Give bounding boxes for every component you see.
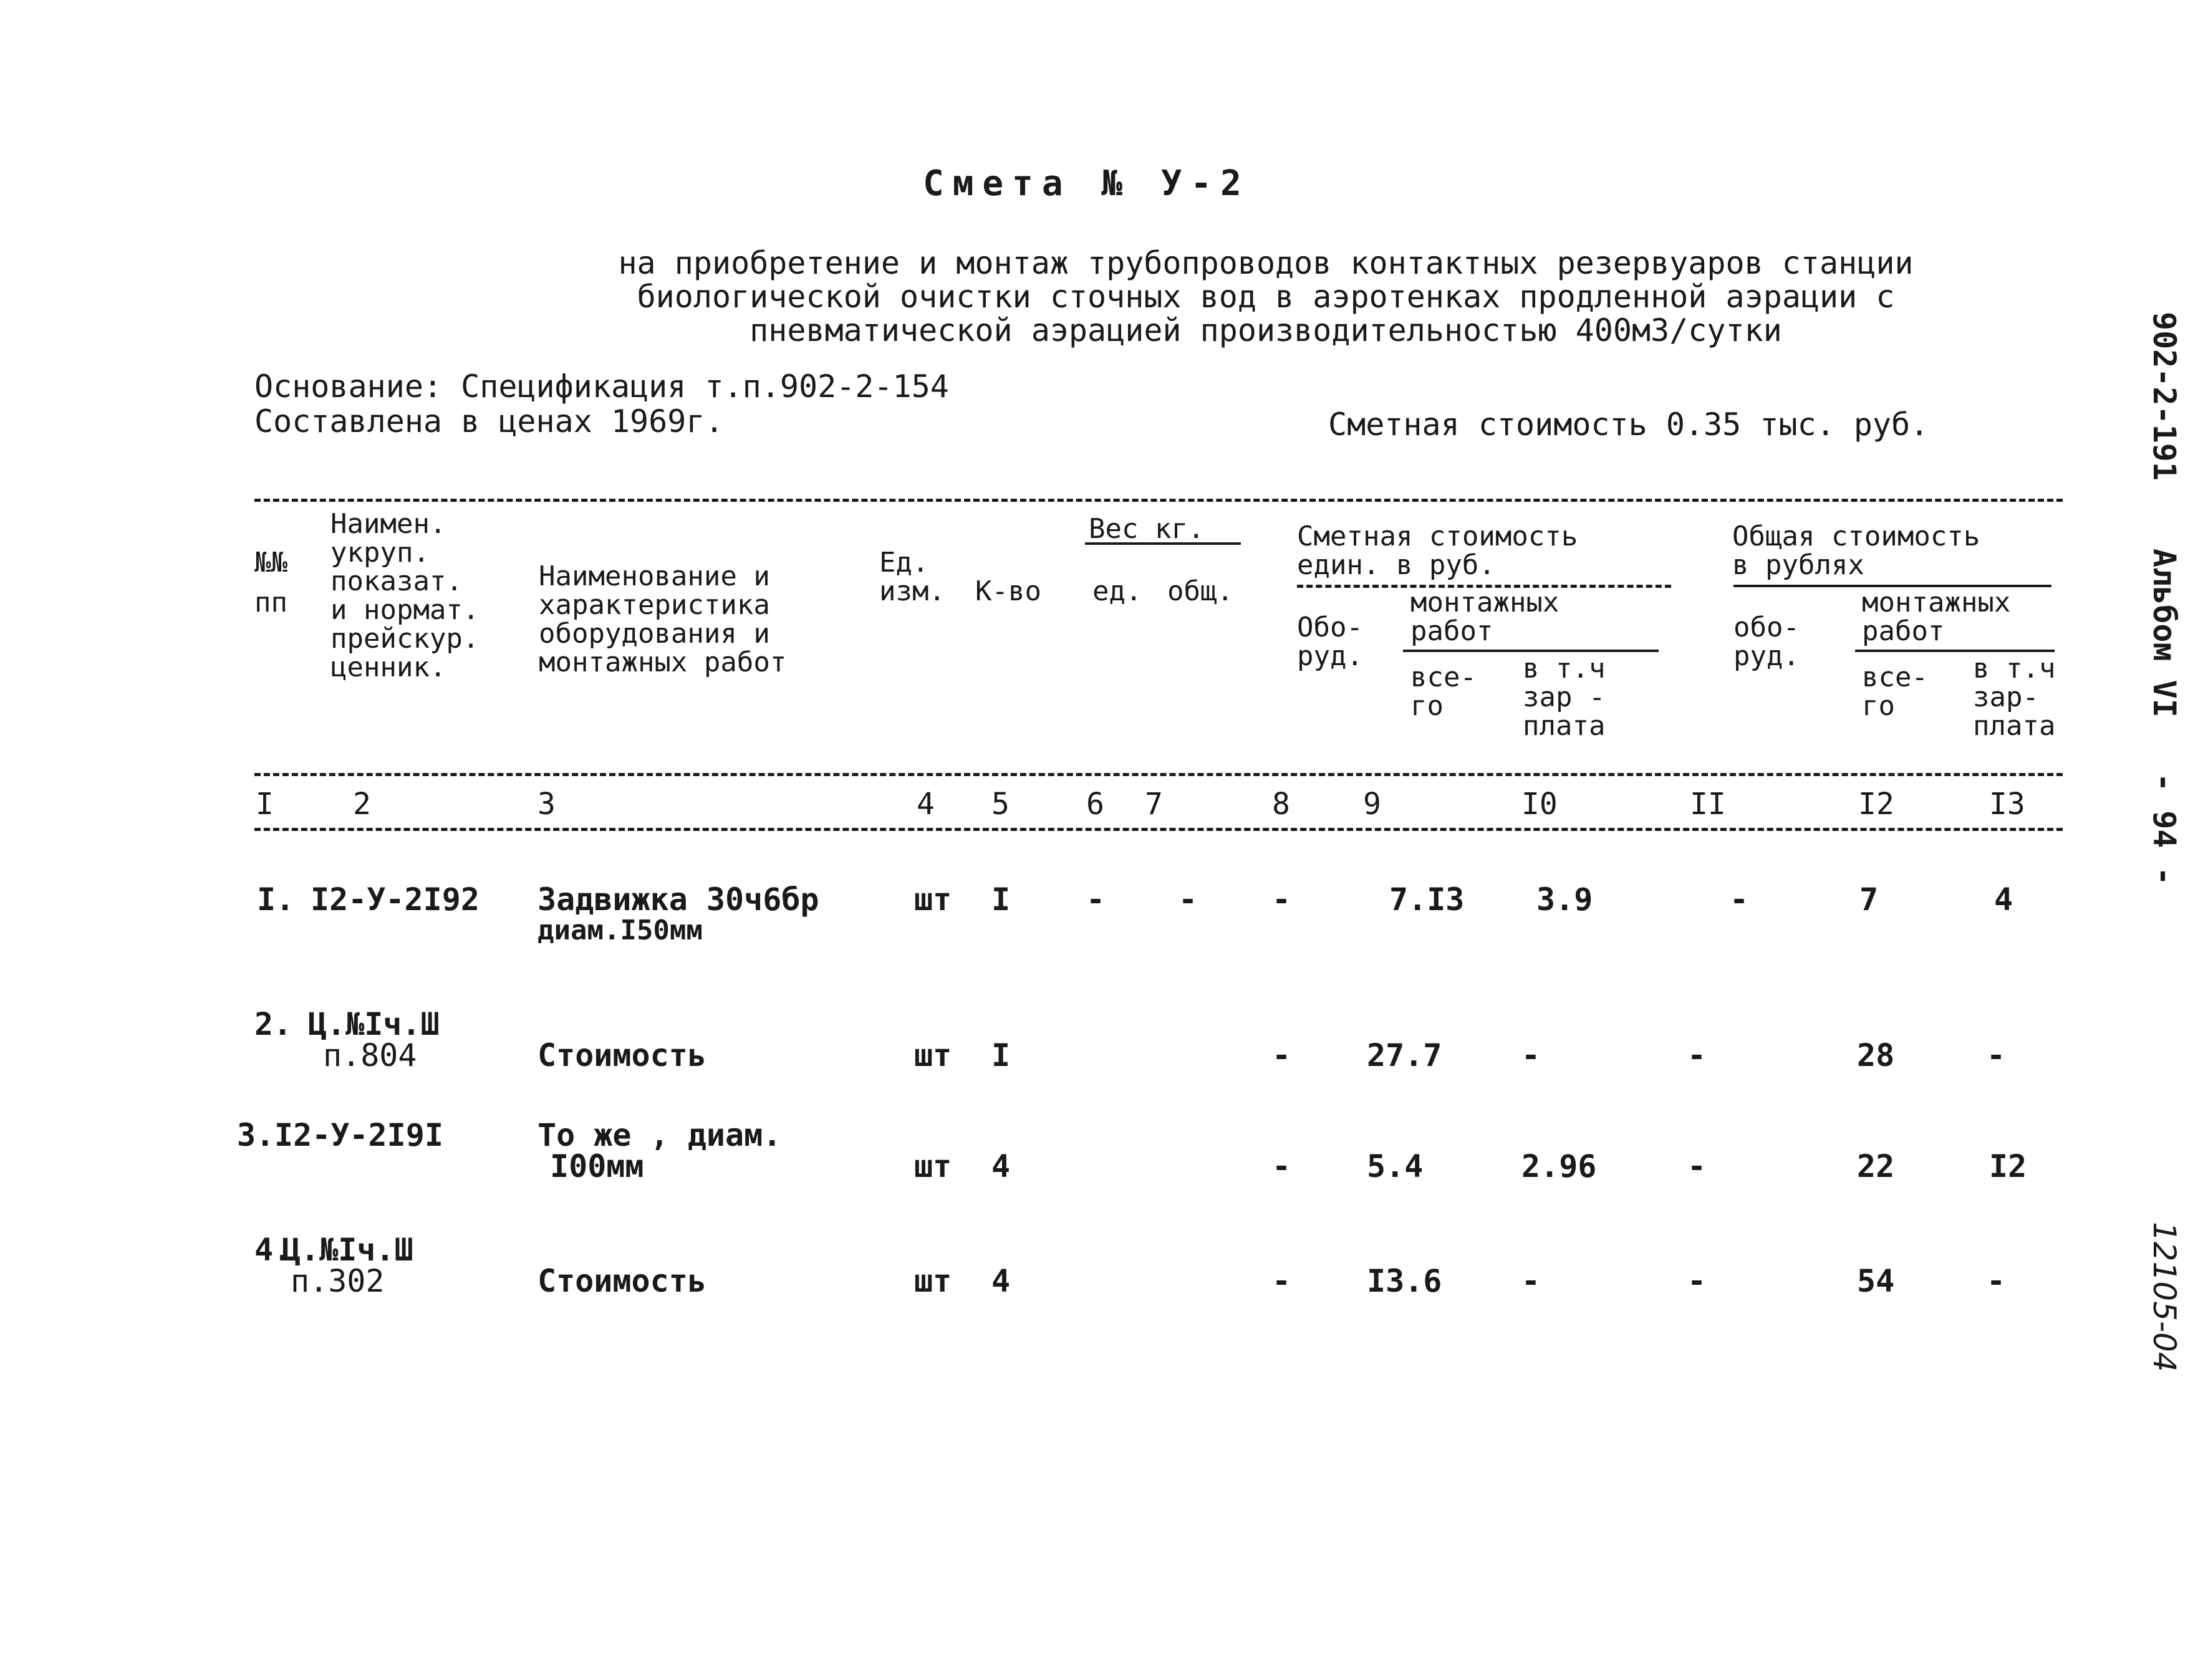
header-col-4: Ед. изм. — [879, 547, 945, 607]
row-general-wages: - — [1987, 1037, 2006, 1073]
col-number: II — [1690, 787, 1726, 822]
col-number: 6 — [1086, 787, 1104, 822]
header-mount-total: все- го — [1410, 661, 1477, 722]
row-general-equipment: - — [1687, 1148, 1707, 1184]
col-number: I3 — [1989, 787, 2025, 822]
row-equipment: - — [1272, 1263, 1291, 1299]
row-code: Ц.№Iч.Ш п.804 — [308, 1006, 440, 1073]
header-col-1: №№ пп — [254, 547, 287, 618]
col-number: I2 — [1858, 787, 1894, 822]
row-general-total: 28 — [1857, 1037, 1895, 1073]
row-general-total: 54 — [1857, 1263, 1895, 1299]
row-equipment: - — [1272, 881, 1291, 918]
row-mount-total: 7.I3 — [1389, 881, 1465, 918]
row-mount-wages: 2.96 — [1521, 1148, 1597, 1184]
basis-block — [254, 369, 949, 439]
estimated-cost: Сметная стоимость 0.35 тыс. руб. — [1328, 406, 1929, 443]
row-qty: 4 — [991, 1148, 1011, 1184]
row-number: I. — [257, 881, 295, 918]
header-col-3: Наименование и характеристика оборудования и монтажных работ — [539, 560, 787, 678]
col-number: 9 — [1363, 787, 1381, 822]
side-code: 902-2-191 — [2146, 312, 2182, 481]
header-weight: Вес кг. — [1089, 513, 1205, 545]
row-mount-wages: 3.9 — [1536, 881, 1593, 918]
subtitle-line: на приобретение и монтаж трубопроводов контактных резервуаров станции — [618, 245, 1914, 281]
header-equipment-2: обо- руд. — [1733, 612, 1800, 672]
row-general-total: 22 — [1857, 1148, 1895, 1184]
col-number: 2 — [353, 787, 371, 822]
subtitle-line: пневматической аэрацией производительностью 400м3/сутки — [750, 312, 1782, 348]
header-bottom-rule — [254, 773, 2063, 776]
row-equipment: - — [1272, 1037, 1291, 1073]
row-name: Стоимость — [537, 1037, 706, 1073]
row-code: I2-У-2I92 — [311, 881, 480, 918]
row-weight-total: - — [1179, 881, 1198, 918]
row-number: 4. — [254, 1232, 292, 1268]
row-code: I2-У-2I9I — [274, 1117, 443, 1153]
header-mounting: монтажных работ — [1410, 587, 1559, 647]
row-unit: шт — [914, 1037, 952, 1073]
row-name: Задвижка 30ч6бр диам.I50мм — [537, 881, 819, 946]
row-name: То же , диам. I00мм — [537, 1117, 782, 1184]
row-mount-total: I3.6 — [1367, 1263, 1442, 1299]
row-number: 3. — [237, 1117, 275, 1153]
mount2-underline — [1855, 650, 2055, 652]
row-mount-wages: - — [1521, 1263, 1541, 1299]
header-mount-wages-2: в т.ч зар- плата — [1973, 653, 2056, 742]
header-mount-wages: в т.ч зар - плата — [1523, 653, 1606, 742]
header-mounting-2: монтажных работ — [1862, 587, 2011, 647]
header-mount-total-2: все- го — [1862, 661, 1928, 722]
row-name: Стоимость — [537, 1263, 706, 1299]
row-mount-wages: - — [1521, 1037, 1541, 1073]
side-page-number: - 94 - — [2146, 773, 2182, 886]
numbers-rule — [254, 828, 2063, 831]
col-number: 3 — [537, 787, 556, 822]
row-general-equipment: - — [1687, 1263, 1707, 1299]
row-mount-total: 27.7 — [1367, 1037, 1442, 1073]
header-equipment: Обо- руд. — [1297, 612, 1363, 672]
col-number: I0 — [1521, 787, 1558, 822]
row-unit: шт — [914, 1148, 952, 1184]
header-col-2: Наимен. укруп. показат. и нормат. прейскур. ценник. — [330, 508, 480, 683]
row-qty: 4 — [991, 1263, 1011, 1299]
col-number: 5 — [991, 787, 1010, 822]
row-mount-total: 5.4 — [1367, 1148, 1424, 1184]
document-title: Смета № У-2 — [923, 163, 1250, 204]
mount-underline — [1403, 650, 1659, 652]
row-general-wages: - — [1987, 1263, 2006, 1299]
row-general-equipment: - — [1730, 881, 1749, 918]
header-col-5: К-во — [975, 575, 1041, 607]
prices-year-line: Составлена в ценах 1969г. — [254, 403, 724, 439]
row-equipment: - — [1272, 1148, 1291, 1184]
row-unit: шт — [914, 881, 952, 918]
row-qty: I — [991, 1037, 1011, 1073]
row-general-equipment: - — [1687, 1037, 1707, 1073]
basis-line: Основание: Спецификация т.п.902-2-154 — [254, 368, 949, 405]
row-qty: I — [991, 881, 1011, 918]
row-general-wages: 4 — [1994, 881, 2013, 918]
row-weight-unit: - — [1086, 881, 1106, 918]
col-number: 4 — [917, 787, 935, 822]
side-album: Альбом VI — [2146, 549, 2182, 718]
header-unit-cost: Сметная стоимость един. в руб. — [1297, 521, 1578, 581]
row-general-total: 7 — [1859, 881, 1879, 918]
col-number: 8 — [1272, 787, 1290, 822]
col-number: 7 — [1145, 787, 1163, 822]
col-number: I — [256, 787, 274, 822]
header-weight-total: общ. — [1167, 575, 1233, 607]
side-reference: 12105-04 — [2146, 1222, 2182, 1372]
table-top-rule — [254, 499, 2063, 502]
document-subtitle — [561, 246, 1970, 347]
row-number: 2. — [254, 1006, 292, 1042]
row-code: Ц.№Iч.Ш п.302 — [282, 1232, 413, 1299]
header-weight-unit: ед. — [1092, 575, 1142, 607]
row-general-wages: I2 — [1989, 1148, 2027, 1184]
subtitle-line: биологической очистки сточных вод в аэротенках продленной аэрации с — [637, 279, 1895, 315]
header-general-cost: Общая стоимость в рублях — [1732, 521, 1980, 581]
row-unit: шт — [914, 1263, 952, 1299]
